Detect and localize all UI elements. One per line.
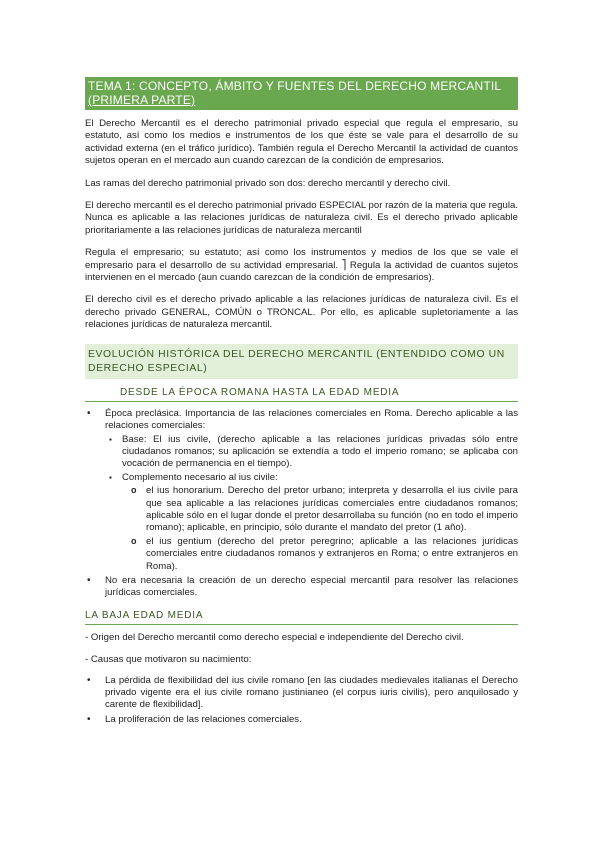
baja-line-2: - Causas que motivaron su nacimiento: [85, 654, 252, 666]
roma-bullet-1: • Época preclásica. Importancia de las relaciones comerciales en Roma. Derecho aplicable a las relaciones comerciales: [105, 407, 518, 432]
section-heading-evolucion: EVOLUCIÓN HISTÓRICA DEL DERECHO MERCANTIL (ENTENDIDO COMO UN DERECHO ESPECIAL) [85, 344, 518, 379]
intro-paragraph-1: El Derecho Mercantil es el derecho patrimonial privado especial que regula el empresario, su estatuto, así como los medios e instrumentos de los que éste se vale para el desarrollo de su actividad externa (en el tráfico jurídico). También regula el Derecho Mercantil la actividad de cuantos sujetos operan en el mercado aun cuando carezcan de la condición de empresarios. [85, 118, 518, 167]
roma-sub-1: ▪ Base: El ius civile, (derecho aplicable a las relaciones jurídicas privadas sólo entre ciudadanos romanos; su aplicación se extendía a todo el imperio romano; se aplicaba con vocación de permanencia en el tiempo). [122, 433, 518, 470]
list-item [85, 575, 518, 600]
list-item [128, 536, 518, 573]
list-item [128, 485, 518, 535]
page-title [85, 77, 518, 110]
baja-list [85, 675, 518, 727]
list-item [105, 434, 518, 471]
title-line-1: TEMA 1: CONCEPTO, ÁMBITO Y FUENTES DEL DERECHO MERCANTIL [88, 79, 502, 93]
baja-bullet-1: • La pérdida de flexibilidad del ius civile romano [en las ciudades medievales italianas el Derecho privado vigente era el ius civile romano justinianeo (el corpus iuris civilis), pero anquilosado y carente de flexibilidad]. [105, 674, 518, 711]
subheading-roma: DESDE LA ÉPOCA ROMANA HASTA LA EDAD MEDIA [85, 387, 518, 402]
roma-subsub-2: o el ius gentium (derecho del pretor peregrino; aplicable a las relaciones jurídicas comerciales entre ciudadanos romanos y extranjeros en Roma; o entre extranjeros en Roma). [146, 535, 518, 572]
list-item [105, 472, 518, 573]
roma-subsublist [128, 485, 518, 573]
list-item [85, 408, 518, 573]
intro-paragraph-3: El derecho mercantil es el derecho patrimonial privado ESPECIAL por razón de la materia que regula. Nunca es aplicable a las relaciones jurídicas de naturaleza civil. Es el derecho privado aplicable prioritariamente a las relaciones jurídicas de naturaleza mercantil [85, 200, 518, 236]
intro-paragraph-5: El derecho civil es el derecho privado aplicable a las relaciones jurídicas de naturaleza civil. Es el derecho privado GENERAL, COMÚN o TRONCAL. Por ello, es aplicable supletoriamente a las relaciones jurídicas de naturaleza mercantil. [85, 294, 518, 331]
intro-paragraph-2: Las ramas del derecho patrimonial privado son dos: derecho mercantil y derecho civil. [85, 177, 451, 189]
intro-paragraph-4: Regula el empresario; su estatuto; así como los instrumentos y medios de los que se vale el empresario para el desarrollo de su actividad empresarial. ⎤ Regula la actividad de cuantos sujetos intervienen en el mercado (aun cuando carezcan de la condición de empresarios). [85, 247, 518, 284]
subheading-baja-edad-media: LA BAJA EDAD MEDIA [85, 610, 518, 625]
roma-sublist [105, 434, 518, 573]
baja-bullet-2: • La proliferación de las relaciones comerciales. [105, 713, 302, 725]
roma-list [85, 408, 518, 600]
document-content [85, 77, 518, 728]
list-item [85, 714, 518, 726]
list-item [85, 675, 518, 712]
title-line-2: (PRIMERA PARTE) [88, 93, 196, 107]
roma-bullet-2: • No era necesaria la creación de un derecho especial mercantil para resolver las relaciones jurídicas comerciales. [105, 574, 518, 599]
roma-sub-2: ▪ Complemento necesario al ius civile: [122, 471, 278, 483]
roma-subsub-1: o el ius honorarium. Derecho del pretor urbano; interpreta y desarrolla el ius civile para que sea aplicable a las relaciones jurídicas comerciales entre ciudadanos romanos; aplicable sólo en el lugar donde el pretor desarrollaba su función (no en todo el imperio romano); aplicable, en principio, sólo durante el mandato del pretor (1 año). [146, 485, 518, 534]
baja-line-1: - Origen del Derecho mercantil como derecho especial e independiente del Derecho civil. [85, 631, 464, 643]
